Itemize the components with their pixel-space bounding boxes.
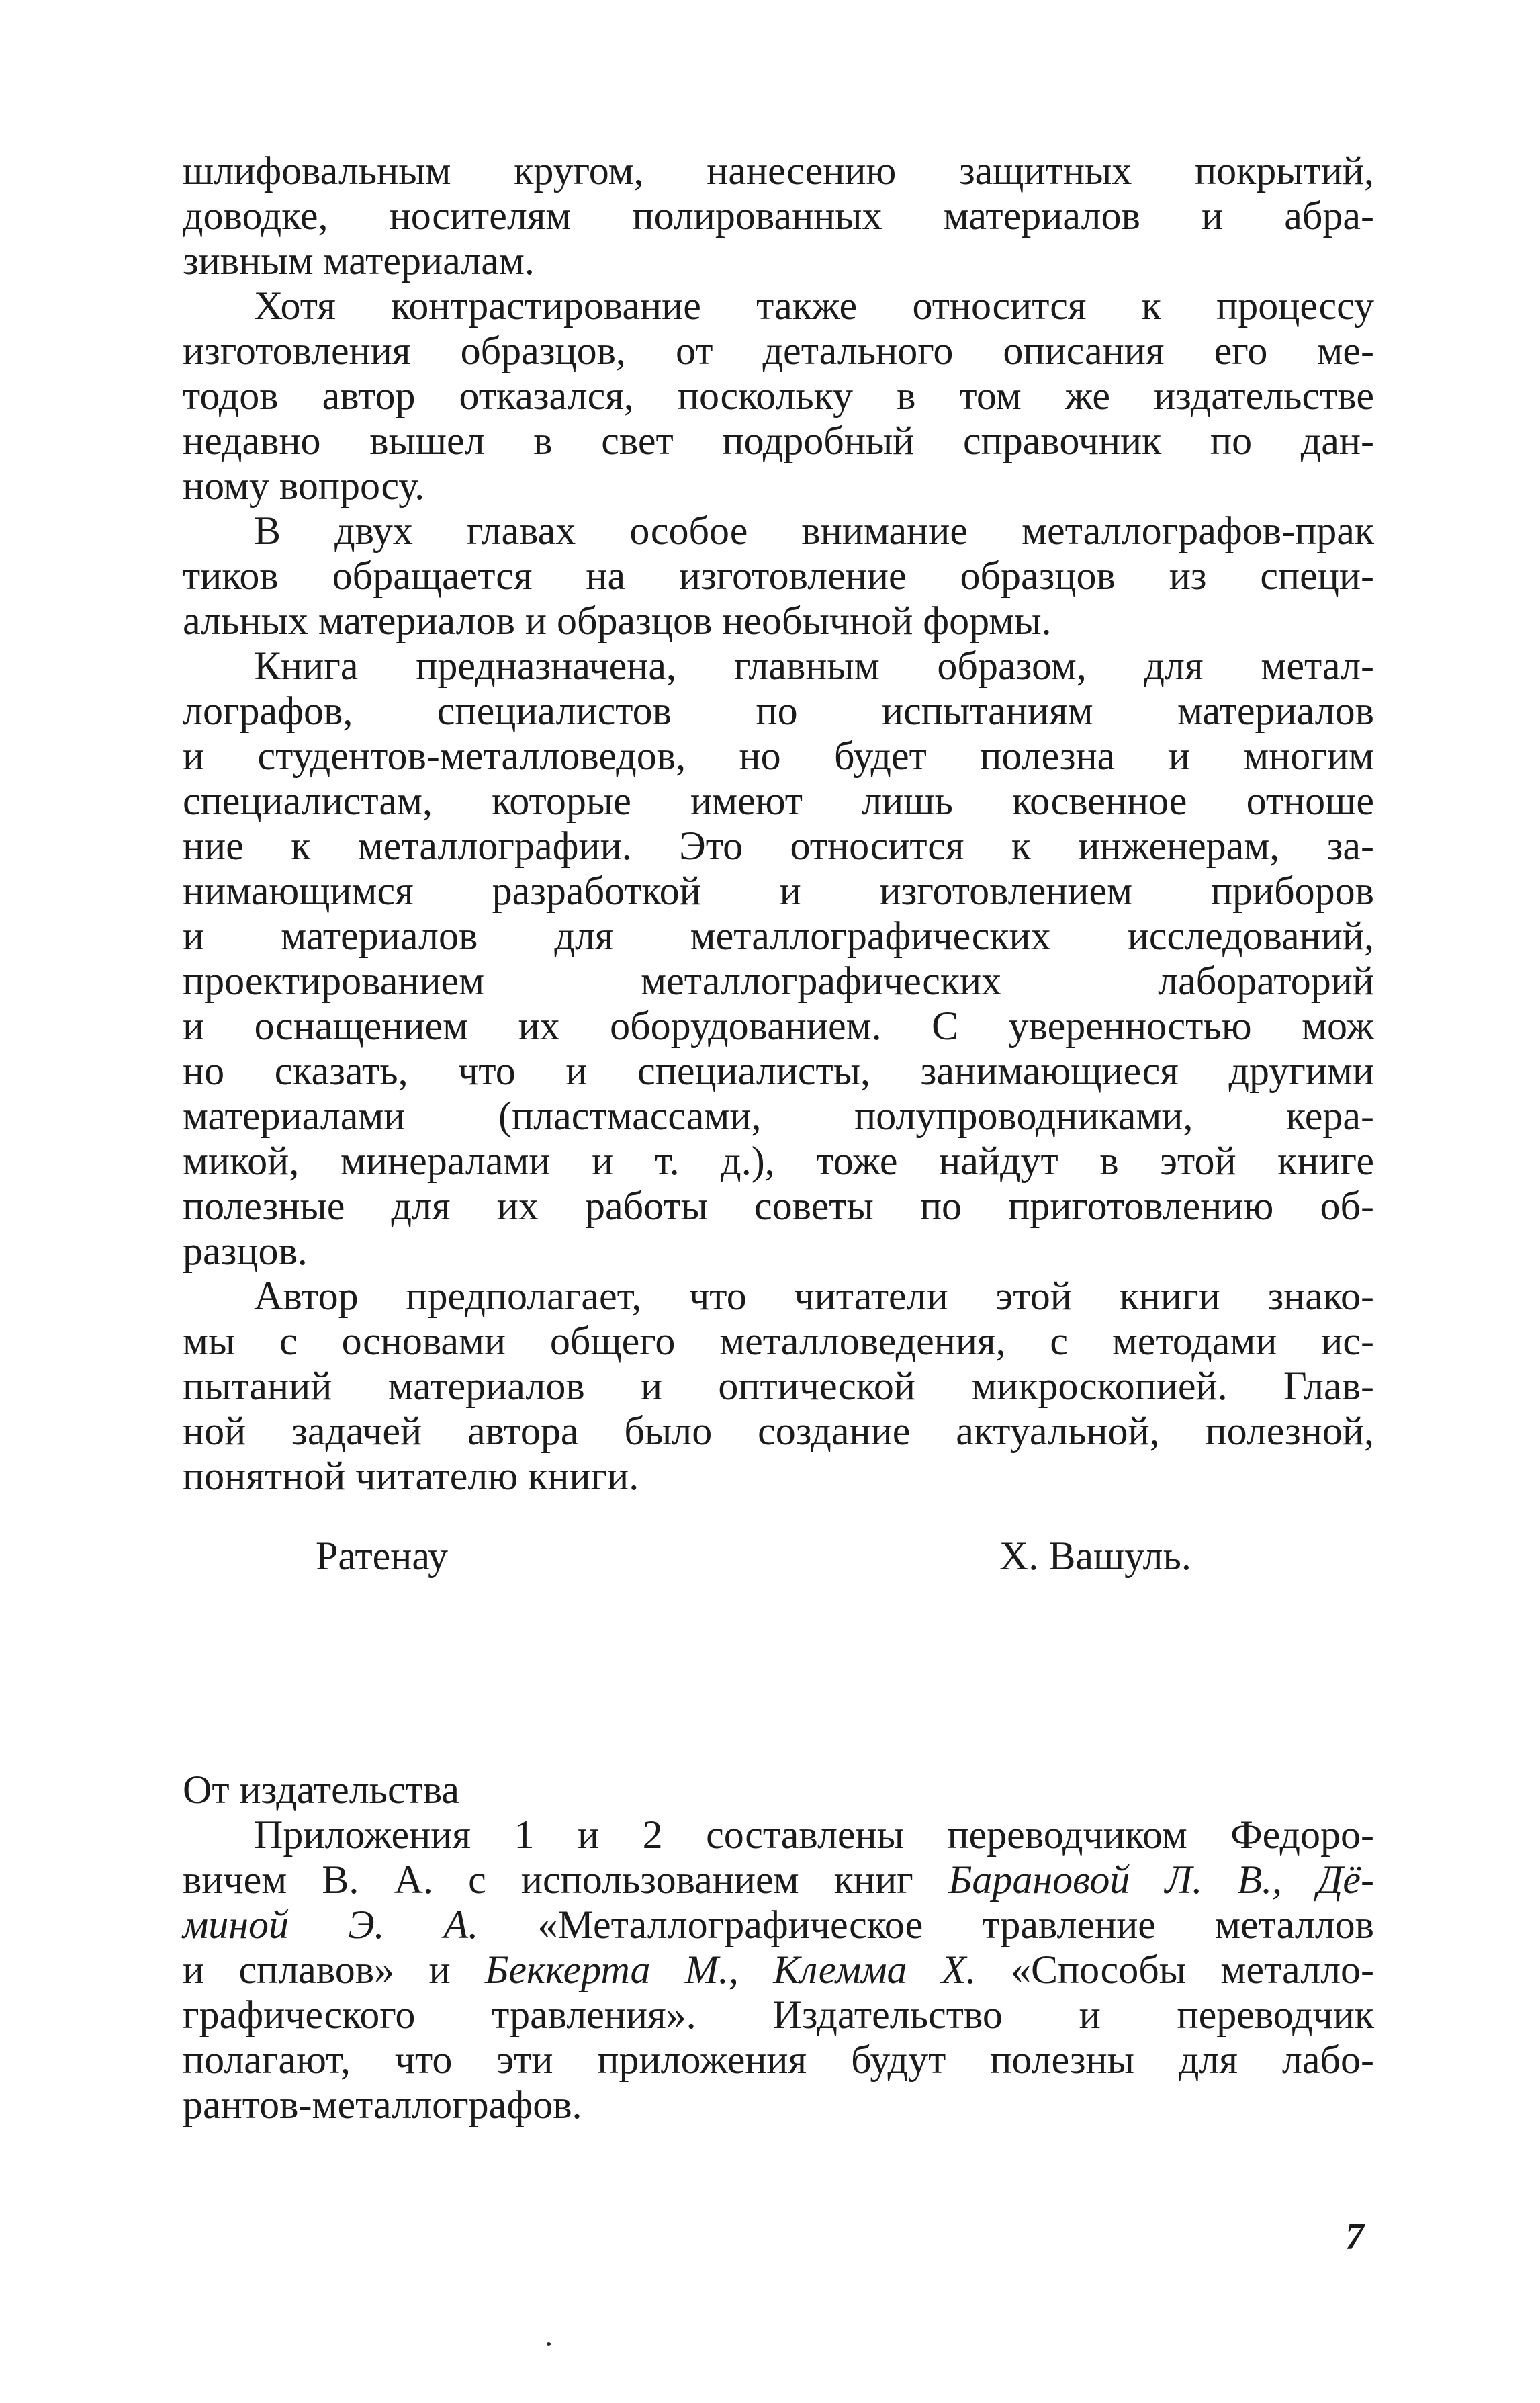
text-line: пытаний материалов и оптической микроскопией. Глав- <box>183 1364 1374 1408</box>
text-line: ной задачей автора было создание актуальной, полезной, <box>183 1409 1374 1453</box>
signature-author: Х. Вашуль. <box>999 1534 1191 1578</box>
text-line: полагают, что эти приложения будут полезны для лабо- <box>183 2038 1374 2082</box>
publisher-note-heading: От издательства <box>183 1767 460 1812</box>
text-span: вичем В. А. с использованием книг <box>183 1858 948 1902</box>
text-line: микой, минералами и т. д.), тоже найдут в этой книге <box>183 1139 1374 1183</box>
text-line: доводке, носителям полированных материалов и абра- <box>183 193 1374 238</box>
text-line: тодов автор отказался, поскольку в том же издательстве <box>183 374 1374 418</box>
text-line: ному вопросу. <box>183 464 425 508</box>
text-line: нимающимся разработкой и изготовлением приборов <box>183 869 1374 913</box>
text-span: и сплавов» и <box>183 1948 485 1992</box>
text-line: специалистам, которые имеют лишь косвенное отноше <box>183 779 1374 823</box>
text-line: и оснащением их оборудованием. С уверенностью мож <box>183 1004 1374 1048</box>
text-line: рантов-металлографов. <box>183 2083 582 2127</box>
italic-citation: миной Э. А. <box>183 1903 479 1947</box>
text-line: Книга предназначена, главным образом, для метал- <box>254 644 1374 688</box>
text-line: полезные для их работы советы по приготовлению об- <box>183 1184 1374 1228</box>
text-span: «Способы металло- <box>976 1948 1374 1992</box>
text-line <box>183 1947 1374 1993</box>
text-line <box>183 1902 1374 1948</box>
page-number: 7 <box>1345 2216 1364 2258</box>
text-line: изготовления образцов, от детального описания его ме- <box>183 329 1374 373</box>
text-line: В двух главах особое внимание металлографов-прак <box>254 509 1374 553</box>
text-line: понятной читателю книги. <box>183 1454 639 1498</box>
print-speck <box>547 2342 551 2346</box>
text-line: тиков обращается на изготовление образцов из специ- <box>183 554 1374 598</box>
text-line: Приложения 1 и 2 составлены переводчиком Федоро- <box>254 1812 1374 1857</box>
text-line: материалами (пластмассами, полупроводниками, кера- <box>183 1094 1374 1138</box>
text-line: разцов. <box>183 1229 308 1273</box>
text-line: мы с основами общего металловедения, с методами ис- <box>183 1319 1374 1363</box>
text-line: но сказать, что и специалисты, занимающиеся другими <box>183 1049 1374 1093</box>
text-line: проектированием металлографических лабораторий <box>183 959 1374 1003</box>
text-line: недавно вышел в свет подробный справочник по дан- <box>183 419 1374 463</box>
text-line: Автор предполагает, что читатели этой книги знако- <box>254 1274 1374 1318</box>
italic-citation: Барановой Л. В., Дё- <box>948 1858 1374 1902</box>
text-line: графического травления». Издательство и переводчик <box>183 1993 1374 2037</box>
text-line: и материалов для металлографических исследований, <box>183 914 1374 958</box>
italic-citation: Беккерта М., Клемма Х. <box>484 1948 977 1992</box>
text-line: шлифовальным кругом, нанесению защитных покрытий, <box>183 148 1374 193</box>
text-line: лографов, специалистов по испытаниям материалов <box>183 689 1374 733</box>
text-span: «Металлографическое травление металлов <box>478 1903 1375 1947</box>
text-line <box>183 1857 1374 1903</box>
text-line: ние к металлографии. Это относится к инженерам, за- <box>183 824 1374 868</box>
signature-place: Ратенау <box>316 1534 448 1578</box>
text-line: и студентов-металловедов, но будет полезна и многим <box>183 734 1374 778</box>
text-line: альных материалов и образцов необычной формы. <box>183 599 1052 643</box>
text-line: зивным материалам. <box>183 238 535 283</box>
text-line: Хотя контрастирование также относится к процессу <box>254 283 1374 328</box>
